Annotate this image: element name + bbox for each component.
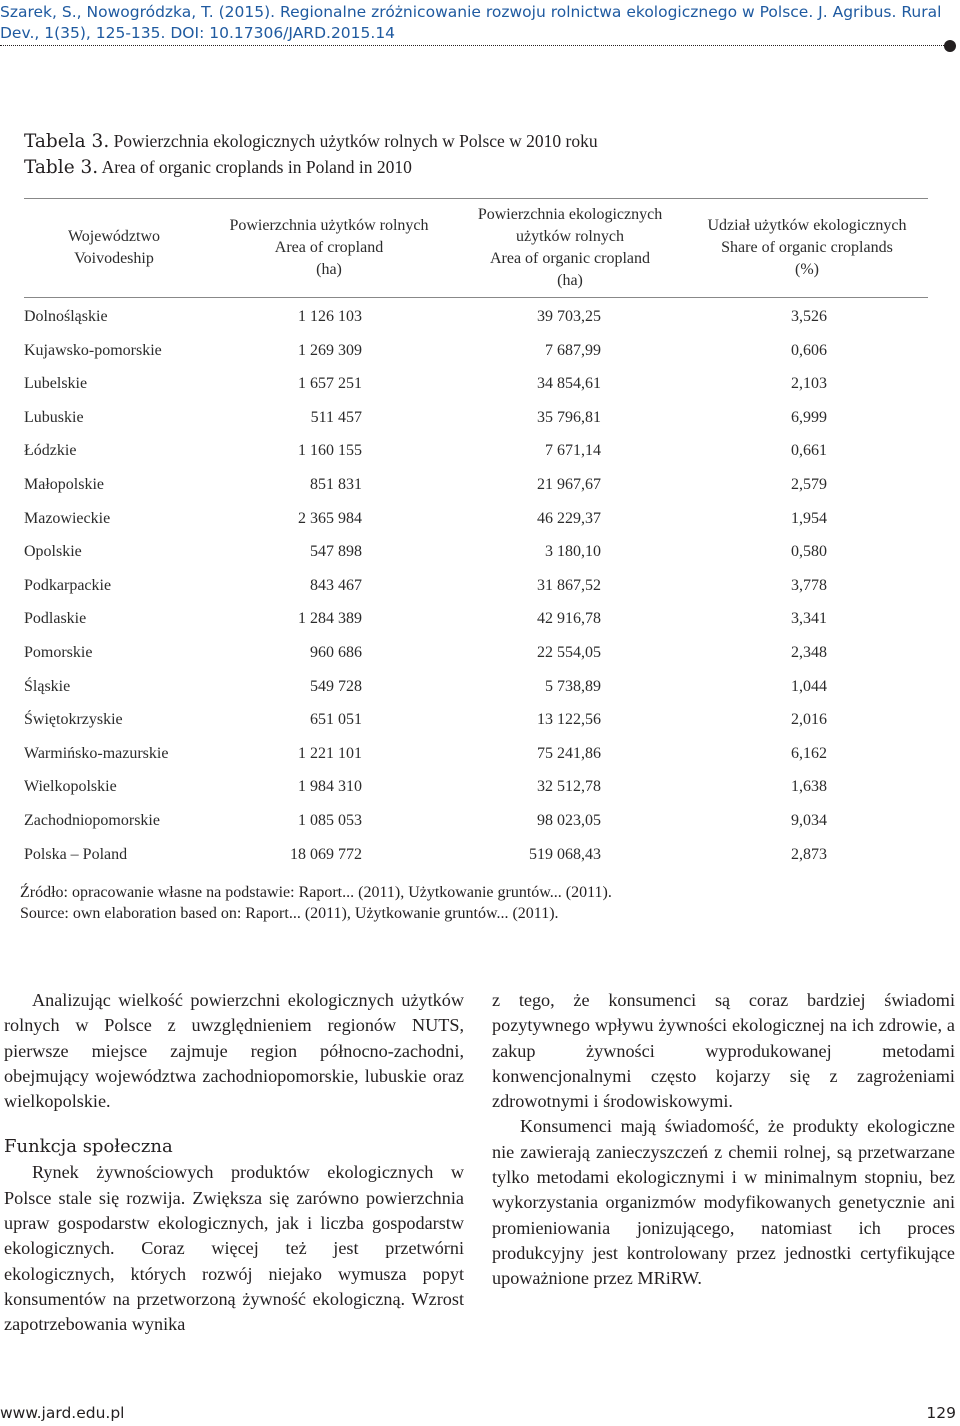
table-header-rule <box>24 297 928 298</box>
header-rule <box>0 45 944 46</box>
table-row <box>0 435 960 469</box>
caption-pl-text: Powierzchnia ekologicznych użytków rolnych w Polsce w 2010 roku <box>109 131 598 151</box>
cell-organic-area: 21 967,67 <box>537 475 601 493</box>
cell-voivodeship: Kujawsko-pomorskie <box>24 341 162 359</box>
cell-voivodeship: Warmińsko-mazurskie <box>24 744 169 762</box>
header-line: (ha) <box>316 261 342 278</box>
cell-voivodeship: Lubelskie <box>24 375 88 393</box>
cell-cropland-area: 2 365 984 <box>298 509 362 527</box>
cell-organic-area: 5 738,89 <box>545 677 601 695</box>
cell-organic-share: 2,103 <box>791 375 827 393</box>
cell-cropland-area: 1 126 103 <box>298 308 362 325</box>
cell-organic-share: 0,580 <box>791 543 827 561</box>
cell-voivodeship: Podkarpackie <box>24 576 112 594</box>
cell-organic-area: 42 916,78 <box>537 610 601 628</box>
table-row <box>0 738 960 772</box>
cell-organic-area: 35 796,81 <box>537 408 601 426</box>
table-row <box>0 402 960 436</box>
cell-cropland-area: 960 686 <box>310 643 362 661</box>
cell-organic-share: 3,341 <box>791 610 827 628</box>
cell-voivodeship: Małopolskie <box>24 475 104 493</box>
cell-voivodeship: Śląskie <box>24 677 71 695</box>
header-line: Share of organic croplands <box>721 239 893 256</box>
cell-organic-area: 75 241,86 <box>537 744 601 762</box>
source-note-pl: Źródło: opracowanie własne na podstawie: Raport... (2011), Użytkowanie gruntów... (2011). <box>20 884 612 901</box>
cell-voivodeship: Polska – Poland <box>24 845 128 863</box>
table-row <box>0 570 960 604</box>
cell-cropland-area: 843 467 <box>310 576 362 594</box>
cell-organic-share: 1,044 <box>791 677 827 695</box>
cell-cropland-area: 1 085 053 <box>298 811 362 829</box>
caption-en-label: Table 3. <box>24 157 99 178</box>
cell-voivodeship: Świętokrzyskie <box>24 711 123 729</box>
table-row <box>0 771 960 805</box>
cell-voivodeship: Lubuskie <box>24 408 84 426</box>
table-row <box>0 469 960 503</box>
cell-organic-area: 32 512,78 <box>537 778 601 796</box>
cell-voivodeship: Mazowieckie <box>24 509 111 527</box>
journal-url[interactable]: www.jard.edu.pl <box>0 1404 125 1422</box>
page-number: 129 <box>926 1404 956 1422</box>
table-row <box>0 536 960 570</box>
cell-organic-area: 7 671,14 <box>545 442 601 460</box>
cell-cropland-area: 549 728 <box>310 677 362 695</box>
body-paragraph: Konsumenci mają świadomość, że produkty ekologiczne nie zawierają zanieczyszczeń z chemii rolnej, są przetwarzane tylko metodami ekologicznymi i w minimalnym stopniu, bez wykorzystania organizmów modyfikowanych genetycznie ani promieniowania jonizującego, natomiast ich proces produkcyjny jest kontrolowany przez jednostki certyfikujące upoważnione przez MRiRW. <box>492 1116 955 1289</box>
header-rule-dot <box>944 40 956 52</box>
cell-organic-share: 3,778 <box>791 576 827 594</box>
header-line: (ha) <box>557 272 583 289</box>
cell-organic-share: 6,999 <box>791 408 827 426</box>
table-row <box>0 671 960 705</box>
cell-organic-area: 3 180,10 <box>545 543 601 561</box>
cell-voivodeship: Zachodniopomorskie <box>24 811 160 829</box>
cell-organic-area: 31 867,52 <box>537 576 601 594</box>
body-paragraph: Rynek żywnościowych produktów ekologicznych w Polsce stale się rozwija. Zwiększa się zarówno powierzchnia upraw gospodarstw ekologicznych, jak i liczba gospodarstw ekologicznych. Coraz więcej też jest przetwórni ekologicznych, których rozwój niejako wymusza popyt konsumentów na przetworzoną żywność ekologiczną. Wzrost zapotrzebowania wynika <box>4 1162 464 1335</box>
cell-cropland-area: 1 221 101 <box>298 744 362 762</box>
cell-organic-share: 2,579 <box>791 475 827 493</box>
header-line: (%) <box>795 261 819 278</box>
table-row <box>0 301 960 335</box>
table-row <box>0 368 960 402</box>
header-voivodeship-lines <box>68 226 160 270</box>
citation-header[interactable]: Szarek, S., Nowogródzka, T. (2015). Regionalne zróżnicowanie rozwoju rolnictwa ekologicznego w Polsce. J. Agribus. Rural Dev., 1(35), 125-135. DOI: 10.17306/JARD.2015.14 <box>0 3 942 42</box>
table-row-total <box>0 839 960 873</box>
header-cropland-area <box>204 200 454 296</box>
cell-voivodeship: Opolskie <box>24 543 82 561</box>
caption-en-text: Area of organic croplands in Poland in 2010 <box>98 157 412 177</box>
table-body <box>0 301 960 872</box>
cell-organic-share: 0,661 <box>791 442 827 460</box>
header-line: Powierzchnia ekologicznych <box>477 206 663 223</box>
cell-organic-share: 1,954 <box>791 509 827 527</box>
cell-organic-share: 2,348 <box>791 643 827 661</box>
cell-voivodeship: Pomorskie <box>24 643 93 661</box>
cell-organic-share: 3,526 <box>791 308 827 325</box>
caption-pl-label: Tabela 3. <box>24 131 110 152</box>
header-voivodeship <box>24 200 204 296</box>
header-organic-lines <box>478 204 662 292</box>
cell-cropland-area: 1 284 389 <box>298 610 362 628</box>
cell-cropland-area: 1 657 251 <box>298 375 362 393</box>
cell-cropland-area: 1 984 310 <box>298 778 362 796</box>
header-organic-area <box>454 200 686 296</box>
cell-organic-area: 519 068,43 <box>529 845 601 863</box>
table-caption-en <box>24 157 412 178</box>
cell-organic-share: 1,638 <box>791 778 827 796</box>
cell-organic-share: 2,016 <box>791 711 827 729</box>
table-row <box>0 335 960 369</box>
cell-voivodeship: Wielkopolskie <box>24 778 117 796</box>
cell-cropland-area: 18 069 772 <box>290 845 362 863</box>
cell-organic-area: 22 554,05 <box>537 643 601 661</box>
cell-voivodeship: Podlaskie <box>24 610 87 628</box>
table-row <box>0 637 960 671</box>
header-line: Area of cropland <box>274 239 384 256</box>
header-line: Udział użytków ekologicznych <box>707 217 907 234</box>
table-row <box>0 603 960 637</box>
table-caption-pl <box>24 131 598 152</box>
cell-cropland-area: 1 269 309 <box>298 341 362 359</box>
cell-organic-share: 2,873 <box>791 845 827 863</box>
cell-organic-area: 98 023,05 <box>537 811 601 829</box>
header-line: Powierzchnia użytków rolnych <box>229 217 429 234</box>
cell-cropland-area: 851 831 <box>310 475 362 493</box>
cell-organic-area: 7 687,99 <box>545 341 601 359</box>
cell-organic-area: 39 703,25 <box>537 308 601 325</box>
body-paragraph: z tego, że konsumenci są coraz bardziej świadomi pozytywnego wpływu żywności ekologicznej na ich zdrowie, a zakup żywności wyprodukowanej metodami konwencjonalnymi często kojarzy się z zagrożeniami zdrowotnymi i środowiskowymi. <box>492 990 955 1112</box>
table-row <box>0 503 960 537</box>
header-line: Area of organic cropland <box>489 250 651 267</box>
cell-organic-share: 6,162 <box>791 744 827 762</box>
header-share-lines <box>707 215 906 281</box>
cell-cropland-area: 547 898 <box>310 543 362 561</box>
cell-cropland-area: 511 457 <box>310 408 362 426</box>
cell-voivodeship: Dolnośląskie <box>24 308 108 325</box>
source-note-en: Source: own elaboration based on: Raport... (2011), Użytkowanie gruntów... (2011). <box>20 905 559 922</box>
section-heading: Funkcja społeczna <box>4 1136 173 1158</box>
body-column-left <box>4 988 464 1338</box>
body-paragraph: Analizując wielkość powierzchni ekologicznych użytków rolnych w Polsce z uwzględnieniem regionów NUTS, pierwsze miejsce zajmuje region północno-zachodni, obejmujący województwa zachodniopomorskie, lubuskie oraz wielkopolskie. <box>4 990 464 1112</box>
cell-organic-area: 13 122,56 <box>537 711 601 729</box>
body-column-right <box>492 988 955 1292</box>
table-row <box>0 704 960 738</box>
header-line: Województwo <box>67 228 161 245</box>
table-top-rule <box>24 198 928 199</box>
header-line: użytków rolnych <box>516 228 624 245</box>
header-organic-share <box>686 200 928 296</box>
table-row <box>0 805 960 839</box>
header-cropland-lines <box>229 215 428 281</box>
cell-voivodeship: Łódzkie <box>24 442 77 460</box>
cell-organic-area: 46 229,37 <box>537 509 601 527</box>
cell-organic-share: 9,034 <box>791 811 827 829</box>
cell-organic-area: 34 854,61 <box>537 375 601 393</box>
cell-organic-share: 0,606 <box>791 341 827 359</box>
header-line: Voivodeship <box>74 250 154 267</box>
cell-cropland-area: 1 160 155 <box>298 442 362 460</box>
cell-cropland-area: 651 051 <box>310 711 362 729</box>
